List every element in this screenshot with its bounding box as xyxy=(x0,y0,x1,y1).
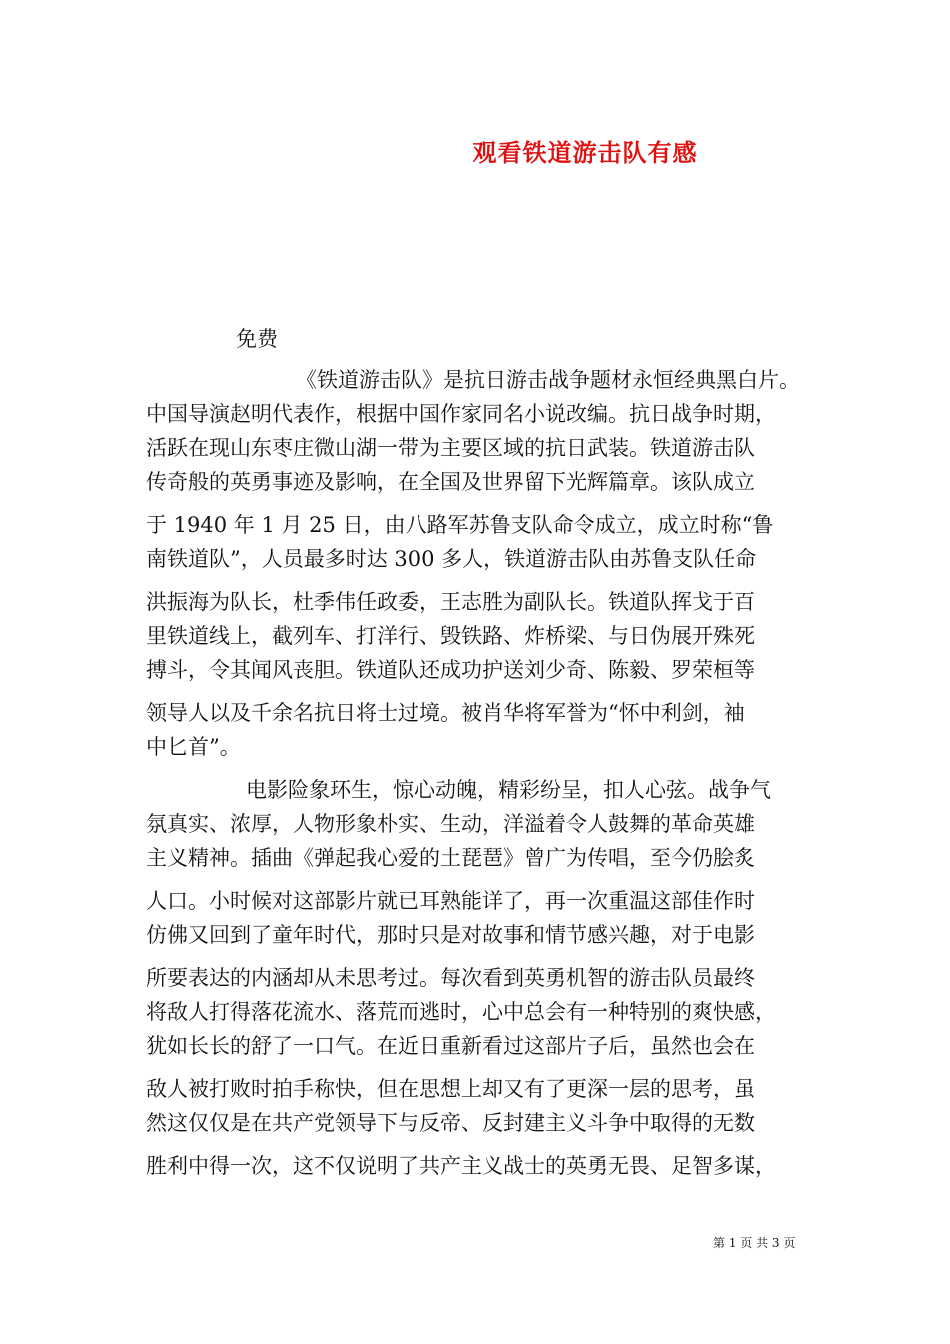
text-line: 领导人以及千余名抗日将士过境。被肖华将军誉为“怀中利剑，袖 xyxy=(146,701,745,725)
text-line: 然这仅仅是在共产党领导下与反帝、反封建主义斗争中取得的无数 xyxy=(146,1111,755,1135)
text-line: 所要表达的内涵却从未思考过。每次看到英勇机智的游击队员最终 xyxy=(146,966,755,990)
text-line: 传奇般的英勇事迹及影响，在全国及世界留下光辉篇章。该队成立 xyxy=(146,470,755,494)
text-line: 搏斗，令其闻风丧胆。铁道队还成功护送刘少奇、陈毅、罗荣桓等 xyxy=(146,658,755,682)
text-line: 中匕首”。 xyxy=(146,735,241,759)
text-line: 于 1940 年 1 月 25 日，由八路军苏鲁支队命令成立，成立时称“鲁 xyxy=(146,513,774,537)
text-line: 里铁道线上，截列车、打洋行、毁铁路、炸桥梁、与日伪展开殊死 xyxy=(146,624,755,648)
text-line: 中国导演赵明代表作，根据中国作家同名小说改编。抗日战争时期， xyxy=(146,402,776,426)
text-line: 电影险象环生，惊心动魄，精彩纷呈，扣人心弦。战争气 xyxy=(246,778,771,802)
text-line: 《铁道游击队》是抗日游击战争题材永恒经典黑白片。 xyxy=(296,368,800,392)
document-title: 观看铁道游击队有感 xyxy=(472,138,698,167)
text-line: 氛真实、浓厚，人物形象朴实、生动，洋溢着令人鼓舞的革命英雄 xyxy=(146,812,755,836)
text-line: 洪振海为队长，杜季伟任政委，王志胜为副队长。铁道队挥戈于百 xyxy=(146,590,755,614)
page-footer: 第 1 页 共 3 页 xyxy=(713,1236,796,1250)
text-line: 将敌人打得落花流水、落荒而逃时，心中总会有一种特别的爽快感， xyxy=(146,1000,776,1024)
free-label: 免费 xyxy=(236,327,278,351)
text-line: 敌人被打败时拍手称快，但在思想上却又有了更深一层的思考，虽 xyxy=(146,1077,755,1101)
text-line: 犹如长长的舒了一口气。在近日重新看过这部片子后，虽然也会在 xyxy=(146,1034,755,1058)
text-line: 仿佛又回到了童年时代，那时只是对故事和情节感兴趣，对于电影 xyxy=(146,923,755,947)
text-line: 南铁道队”，人员最多时达 300 多人，铁道游击队由苏鲁支队任命 xyxy=(146,547,757,571)
text-line: 主义精神。插曲《弹起我心爱的土琵琶》曾广为传唱，至今仍脍炙 xyxy=(146,846,755,870)
text-line: 人口。小时候对这部影片就已耳熟能详了，再一次重温这部佳作时 xyxy=(146,889,755,913)
text-line: 胜利中得一次，这不仅说明了共产主义战士的英勇无畏、足智多谋， xyxy=(146,1154,776,1178)
text-line: 活跃在现山东枣庄微山湖一带为主要区域的抗日武装。铁道游击队 xyxy=(146,436,755,460)
